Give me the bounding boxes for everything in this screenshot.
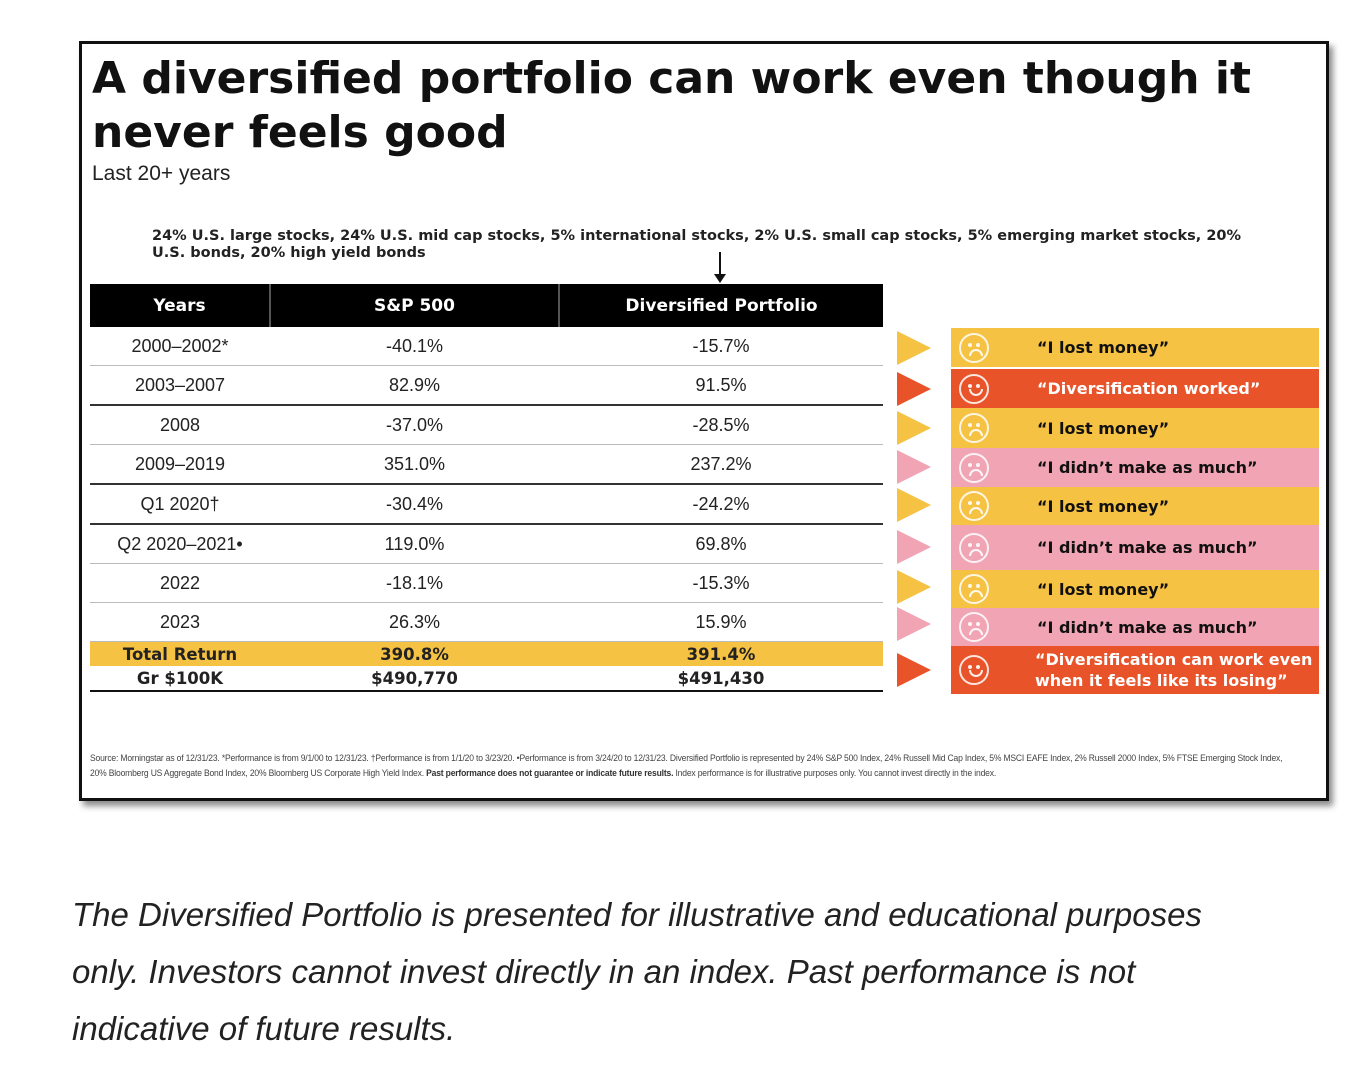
disclaimer: The Diversified Portfolio is presented for illustrative and educational purposes only. Investors cannot invest directly in an index. Past performance is not indicative of future results. [72,896,1202,1047]
cell-sp500: -40.1% [270,327,559,366]
sentiment-banner [951,328,1319,367]
cell-years: Q2 2020–2021• [90,524,270,564]
header-sp500: S&P 500 [270,284,559,327]
sentiment-text: “I lost money” [1037,579,1170,599]
sentiment-banner [951,487,1319,525]
table-header-row [90,284,883,327]
source-bold-text: Past performance does not guarantee or indicate future results. [426,767,674,779]
subtitle: Last 20+ years [92,162,231,185]
growth-row [90,666,883,691]
cell-diversified: 237.2% [559,445,883,485]
sentiment-banner [951,646,1319,694]
cell-diversified: 15.9% [559,603,883,642]
arrow-icon [897,570,931,604]
arrow-icon [897,488,931,522]
table-row [90,484,883,524]
sentiment-banner [951,369,1319,408]
cell-years: 2003–2007 [90,366,270,406]
sad-face-icon [959,612,989,642]
down-arrow-icon [719,252,721,278]
sentiment-text: “I lost money” [1037,418,1170,438]
total-return-row [90,642,883,667]
table-row [90,603,883,642]
crying-face-icon [959,574,989,604]
crying-face-icon [959,413,989,443]
cell-sp500: -18.1% [270,564,559,603]
growth-sp500: $490,770 [270,666,559,691]
cell-sp500: 351.0% [270,445,559,485]
source-end-text: Index performance is for illustrative purposes only. You cannot invest directly in the index. [675,767,997,779]
sentiment-banner [951,448,1319,487]
cell-diversified: 69.8% [559,524,883,564]
arrow-icon [897,530,931,564]
growth-diversified: $491,430 [559,666,883,691]
arrow-icon [897,331,931,365]
cell-years: 2009–2019 [90,445,270,485]
cell-sp500: 26.3% [270,603,559,642]
cell-years: 2008 [90,405,270,445]
table-row [90,327,883,366]
total-return-label: Total Return [90,642,270,667]
header-years: Years [90,284,270,327]
cell-diversified: -28.5% [559,405,883,445]
sentiment-banner [951,525,1319,570]
header-diversified: Diversified Portfolio [559,284,883,327]
smiling-face-icon [959,655,989,685]
growth-label: Gr $100K [90,666,270,691]
sentiment-banner [951,408,1319,448]
sentiment-banner [951,608,1319,646]
cell-diversified: -15.3% [559,564,883,603]
sad-face-icon [959,453,989,483]
cell-sp500: -30.4% [270,484,559,524]
cell-sp500: -37.0% [270,405,559,445]
crying-face-icon [959,333,989,363]
sentiment-text: “I didn’t make as much” [1037,538,1258,557]
sentiment-text: “I lost money” [1037,338,1170,357]
source-note [90,752,1296,781]
sentiment-text: “Diversification worked” [1037,379,1261,398]
cell-years: 2022 [90,564,270,603]
total-return-sp500: 390.8% [270,642,559,667]
cell-sp500: 119.0% [270,524,559,564]
cell-diversified: 91.5% [559,366,883,406]
arrow-icon [897,607,931,641]
total-return-diversified: 391.4% [559,642,883,667]
cell-years: 2000–2002* [90,327,270,366]
sad-face-icon [959,533,989,563]
cell-years: Q1 2020† [90,484,270,524]
arrow-icon [897,450,931,484]
sentiment-text: “Diversification can work even when it feels like its losing” [1035,650,1313,690]
table-row [90,445,883,485]
arrow-icon [897,372,931,406]
table-row [90,564,883,603]
cell-diversified: -24.2% [559,484,883,524]
smiling-face-icon [959,374,989,404]
table-row [90,405,883,445]
crying-face-icon [959,491,989,521]
cell-years: 2023 [90,603,270,642]
allocation-note: 24% U.S. large stocks, 24% U.S. mid cap stocks, 5% international stocks, 2% U.S. small cap stocks, 5% emerging market stocks, 20% U.S. bonds, 20% high yield bonds [152,228,1242,261]
page-title: A diversified portfolio can work even though it never feels good [92,53,1251,158]
sentiment-text: “I lost money” [1037,496,1170,516]
performance-table [90,284,883,692]
arrow-icon [897,411,931,445]
arrow-icon [897,653,931,687]
chart-card [79,41,1329,801]
sentiment-text: “I didn’t make as much” [1037,458,1258,477]
table-row [90,524,883,564]
cell-sp500: 82.9% [270,366,559,406]
cell-diversified: -15.7% [559,327,883,366]
source-text: Source: Morningstar as of 12/31/23. *Performance is from 9/1/00 to 12/31/23. †Performance is from 1/1/20 to 3/23/20. •Performance is from 3/24/20 to 12/31/23. Diversified Portfolio is represented by 24% S&P 500 Index, 24% Russell Mid Cap Index, 5% MSCI EAFE Index, 2% Russell 2000 Index, 5% FTSE Emerging Stock Index, 20% Bloomberg US Aggregate Bond Index, 20% Bloomberg US Corporate High Yield Index. [90,753,1283,779]
sentiment-text: “I didn’t make as much” [1037,617,1258,637]
sentiment-banner [951,570,1319,608]
table-row [90,366,883,406]
